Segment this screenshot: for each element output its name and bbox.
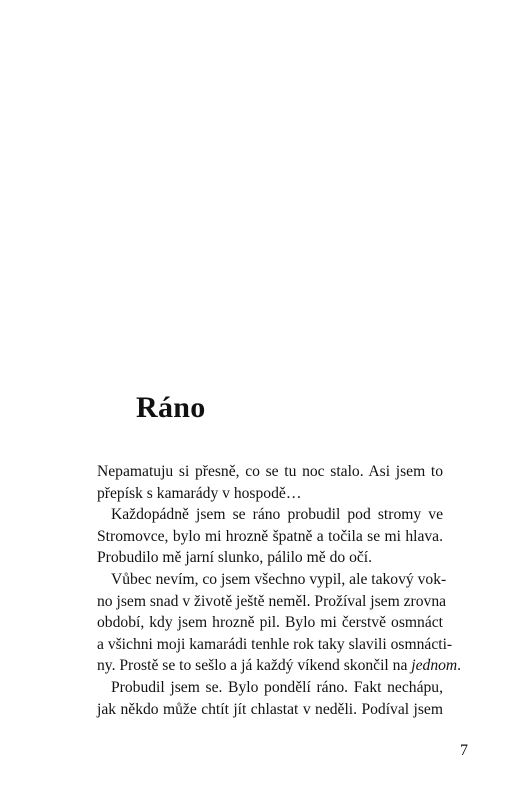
text-line-1: Nepamatuju si přesně, co se tu noc stalo. Asi jsem to [97,463,443,480]
text-line-6: Vůbec nevím, co jsem všechno vypil, ale takový vok- [111,570,447,588]
chapter-body-text [97,461,462,720]
page-number: 7 [460,742,468,759]
text-line-2: přepísk s kamarády v hospodě… [97,484,302,502]
text-line-9: a všichni moji kamarádi tenhle rok taky slavili osmnácti- [97,635,453,653]
text-line-10-end: . [457,657,462,675]
chapter-title: Ráno [136,391,206,424]
text-line-11: Probudil jsem se. Bylo pondělí ráno. Fakt nechápu, [111,678,443,696]
text-line-5: Probudilo mě jarní slunko, pálilo mě do očí. [97,549,373,567]
text-line-7: no jsem snad v životě ještě neměl. Prožíval jsem zrovna [97,592,447,610]
emphasized-word: jednom [411,657,458,675]
text-line-4: Stromovce, bylo mi hrozně špatně a točila se mi hlava. [97,527,443,545]
text-line-3: Každopádně jsem se ráno probudil pod stromy ve [111,506,443,524]
text-line-10-start: ny. Prostě se to sešlo a já každý víkend skončil na [97,657,412,675]
text-line-8: období, kdy jsem hrozně pil. Bylo mi čerstvě osmnáct [97,614,443,632]
text-line-12: jak někdo může chtít jít chlastat v neděli. Podíval jsem [97,700,443,718]
text-line-10 [97,655,462,677]
